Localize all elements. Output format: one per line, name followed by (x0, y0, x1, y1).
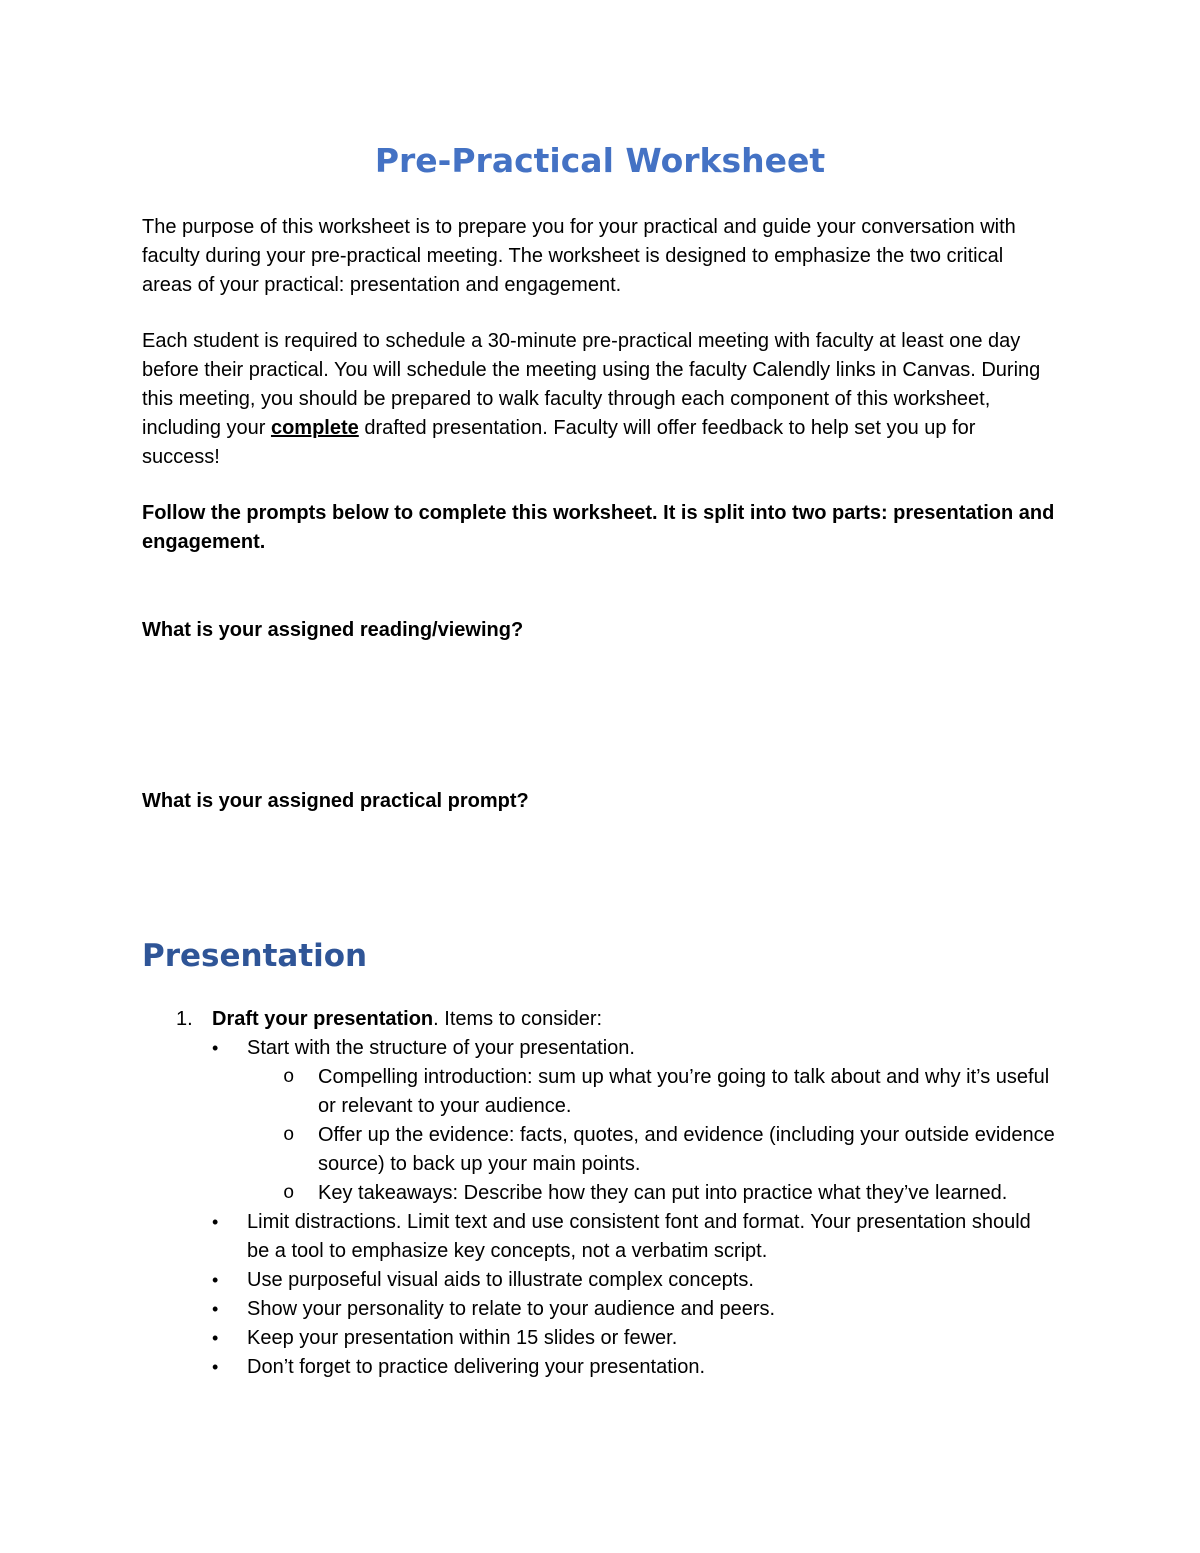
intro-meeting-text-end: drafted presentation. Faculty will offer feedback to help set you up for success! (142, 417, 976, 468)
sub-bullet-takeaways (142, 1179, 1058, 1208)
sub-bullet-evidence (142, 1121, 1058, 1179)
bullet-text: Use purposeful visual aids to illustrate complex concepts. (247, 1269, 754, 1291)
bullet-marker: • (212, 1357, 219, 1377)
list-number: 1. (176, 1008, 193, 1030)
bullet-marker: • (212, 1038, 219, 1058)
bullet-structure (142, 1034, 1058, 1063)
list-item-bold-text: Draft your presentation (212, 1008, 434, 1030)
question-assigned-reading: What is your assigned reading/viewing? (142, 619, 524, 641)
sub-bullet-marker: o (283, 1066, 295, 1088)
sub-bullet-text: Compelling introduction: sum up what you’re going to talk about and why it’s useful or relevant to your audience. (318, 1066, 1050, 1117)
presentation-list (142, 1005, 1058, 1382)
bullet-text: Limit distractions. Limit text and use consistent font and format. Your presentation should be a tool to emphasize key concepts, not a verbatim script. (247, 1211, 1031, 1262)
sub-bullet-introduction (142, 1063, 1058, 1121)
bullet-text: Show your personality to relate to your audience and peers. (247, 1298, 776, 1320)
bullet-marker: • (212, 1212, 219, 1232)
bullet-text: Keep your presentation within 15 slides or fewer. (247, 1327, 678, 1349)
bullet-visual-aids (142, 1266, 1058, 1295)
intro-paragraph-purpose: The purpose of this worksheet is to prepare you for your practical and guide your conversation with faculty during your pre-practical meeting. The worksheet is designed to emphasize the two critical areas of your practical: presentation and engagement. (142, 216, 1016, 296)
bullet-distractions (142, 1208, 1058, 1266)
bullet-marker: • (212, 1328, 219, 1348)
section-heading-presentation: Presentation (142, 938, 368, 974)
list-item-draft-presentation (142, 1005, 1058, 1034)
list-item-text: . Items to consider: (433, 1008, 603, 1030)
intro-meeting-text-start: Each student is required to schedule a 30-minute pre-practical meeting with faculty at least one day before their practical. You will schedule the meeting using the faculty Calendly links in Canvas. During this meeting, you should be prepared to walk faculty through each component of this worksheet, including your (142, 330, 1041, 439)
sub-bullet-marker: o (283, 1124, 295, 1146)
intro-paragraph-instructions: Follow the prompts below to complete this worksheet. It is split into two parts: presentation and engagement. (142, 502, 1055, 553)
page-title: Pre-Practical Worksheet (374, 141, 826, 180)
bullet-marker: • (212, 1270, 219, 1290)
sub-bullet-marker: o (283, 1182, 295, 1204)
bullet-text: Don’t forget to practice delivering your presentation. (247, 1356, 706, 1378)
bullet-personality (142, 1295, 1058, 1324)
intro-paragraph-meeting (142, 327, 1058, 472)
emphasis-complete: complete (270, 417, 359, 439)
question-assigned-prompt: What is your assigned practical prompt? (142, 790, 529, 812)
bullet-slide-limit (142, 1324, 1058, 1353)
bullet-marker: • (212, 1299, 219, 1319)
sub-bullet-text: Key takeaways: Describe how they can put into practice what they’ve learned. (318, 1182, 1008, 1204)
bullet-text: Start with the structure of your presentation. (247, 1037, 635, 1059)
bullet-practice (142, 1353, 1058, 1382)
sub-bullet-text: Offer up the evidence: facts, quotes, and evidence (including your outside evidence source) to back up your main points. (318, 1124, 1055, 1175)
